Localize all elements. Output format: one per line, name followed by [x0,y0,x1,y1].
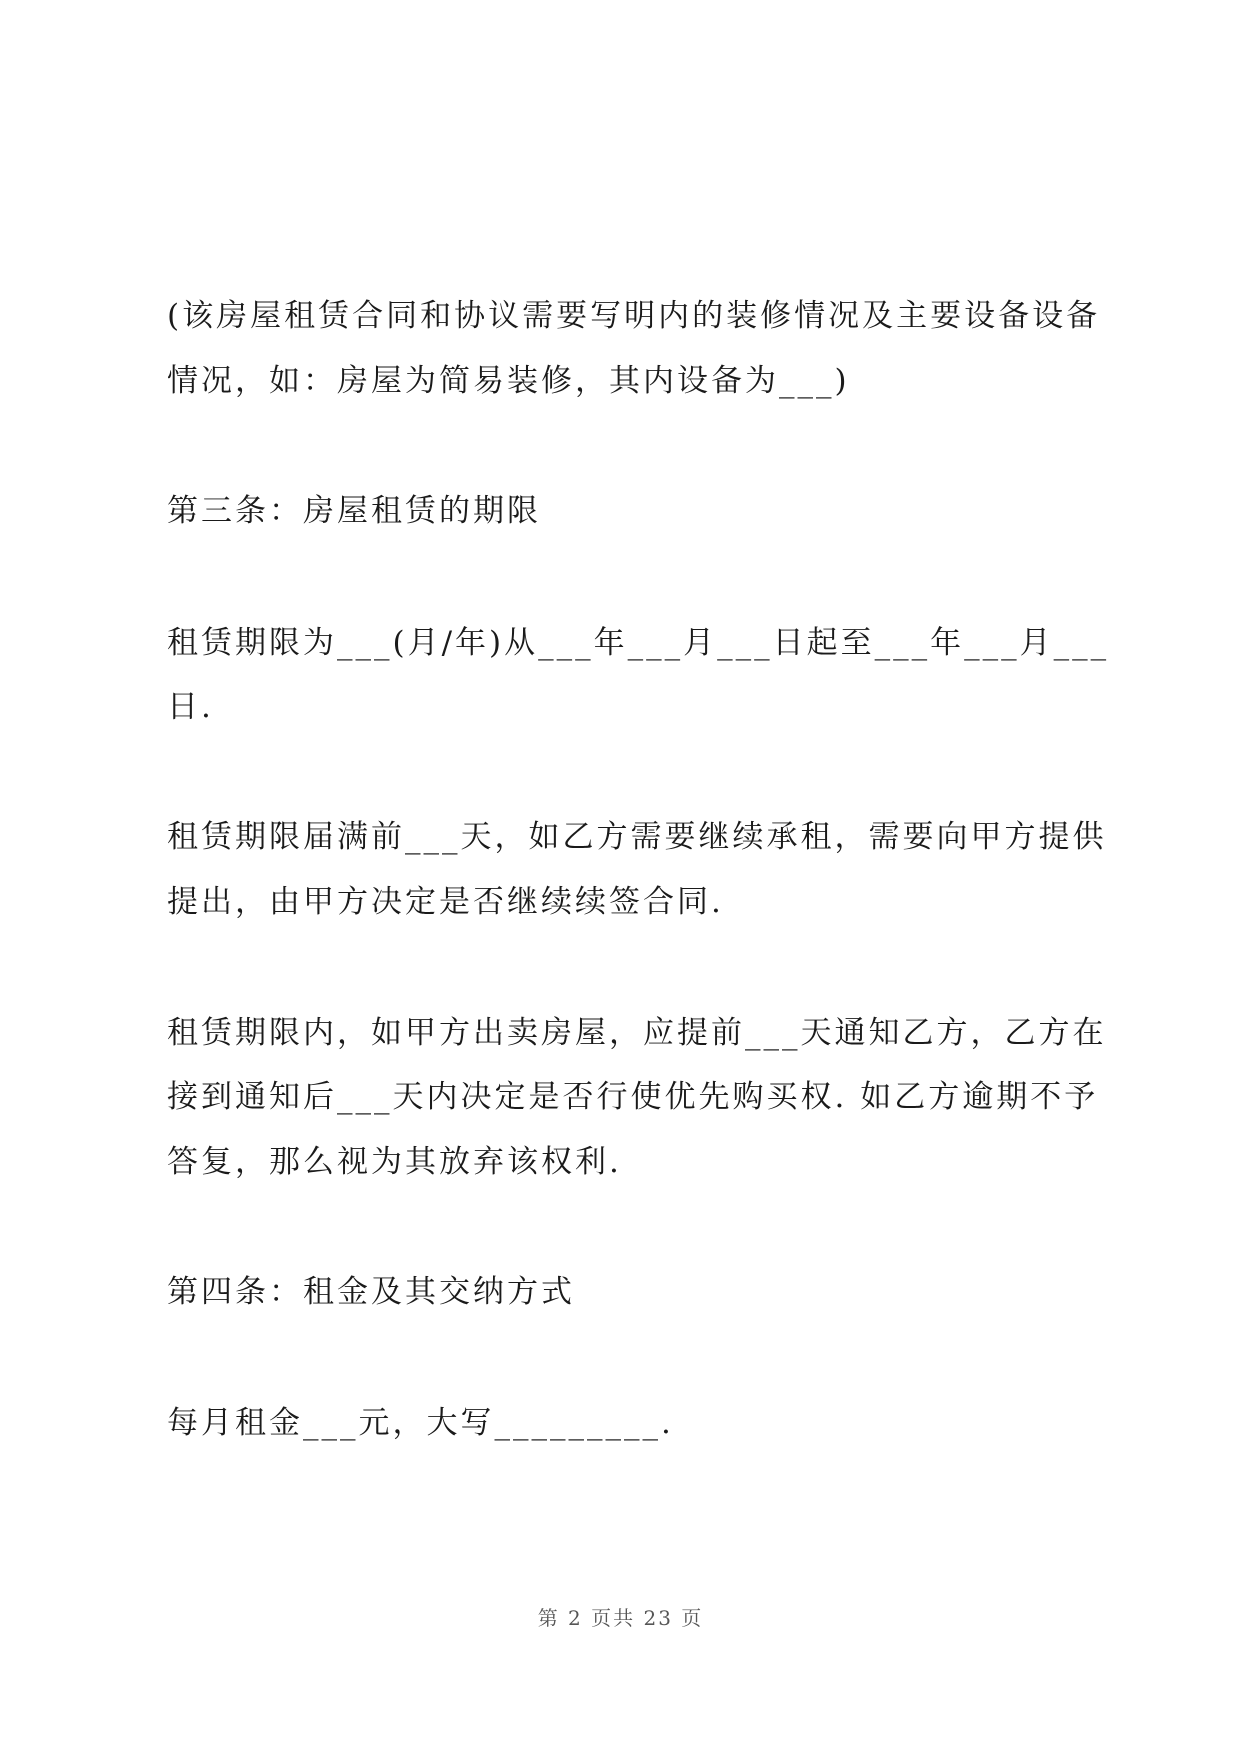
paragraph-line: (该房屋租赁合同和协议需要写明内的装修情况及主要设备设备 [167,298,1101,334]
paragraph-line: 日. [167,689,214,725]
paragraph-line: 每月租金___元，大写_________. [167,1405,674,1441]
paragraph-line: 情况，如：房屋为简易装修，其内设备为___) [167,363,850,399]
section-heading: 第四条：租金及其交纳方式 [167,1274,575,1310]
paragraph-line: 租赁期限为___(月/年)从___年___月___日起至___年___月___ [167,625,1110,661]
paragraph-line: 租赁期限内，如甲方出卖房屋，应提前___天通知乙方，乙方在 [167,1015,1107,1051]
page-number-footer: 第 2 页共 23 页 [537,1606,704,1630]
paragraph-line: 提出，由甲方决定是否继续续签合同. [167,884,724,920]
paragraph-line: 接到通知后___天内决定是否行使优先购买权. 如乙方逾期不予 [167,1079,1099,1115]
paragraph-line: 租赁期限届满前___天，如乙方需要继续承租，需要向甲方提供 [167,819,1107,855]
section-heading: 第三条：房屋租赁的期限 [167,493,541,529]
paragraph-line: 答复，那么视为其放弃该权利. [167,1144,622,1180]
